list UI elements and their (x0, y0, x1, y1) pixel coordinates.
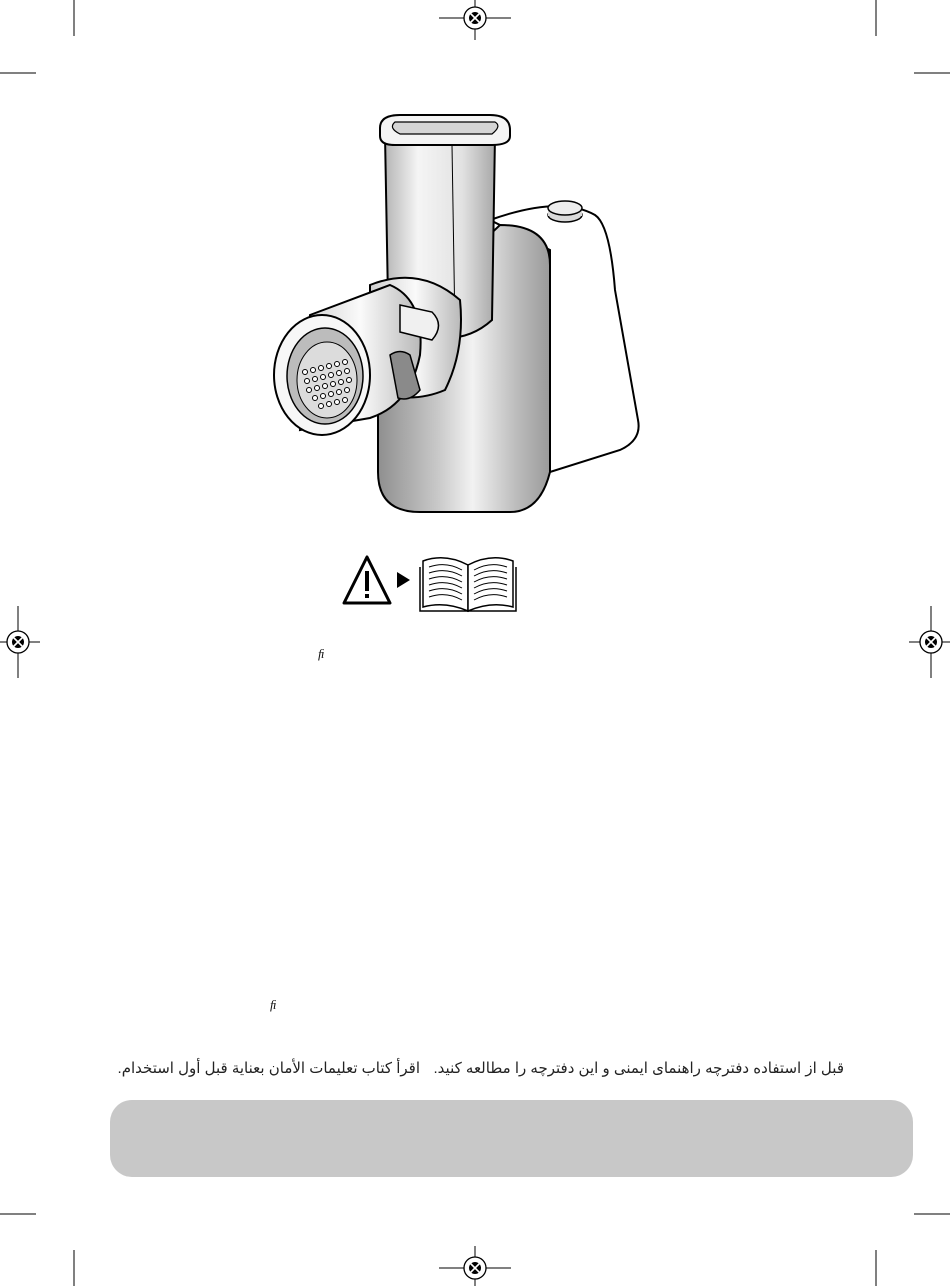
arrow-right-icon (397, 572, 410, 588)
vegetable-slicer-appliance (260, 100, 670, 525)
registration-mark-icon (909, 606, 950, 678)
warning-triangle-icon (344, 557, 390, 603)
registration-mark-icon (0, 606, 40, 678)
open-book-icon (420, 558, 516, 611)
read-instructions-pictogram (340, 545, 525, 617)
arabic-instruction: اقرأ كتاب تعليمات الأمان بعناية قبل أول استخدام. (117, 1060, 420, 1077)
persian-instruction: قبل از استفاده دفترچه راهنمای ایمنی و این دفترچه را مطالعه کنید. (433, 1060, 844, 1077)
footer-bar (110, 1100, 913, 1177)
ligature-mark-bottom: ﬁ (270, 997, 277, 1012)
registration-mark-icon (439, 1246, 511, 1286)
registration-mark-icon (439, 0, 511, 40)
ligature-mark-top: ﬁ (318, 646, 325, 661)
